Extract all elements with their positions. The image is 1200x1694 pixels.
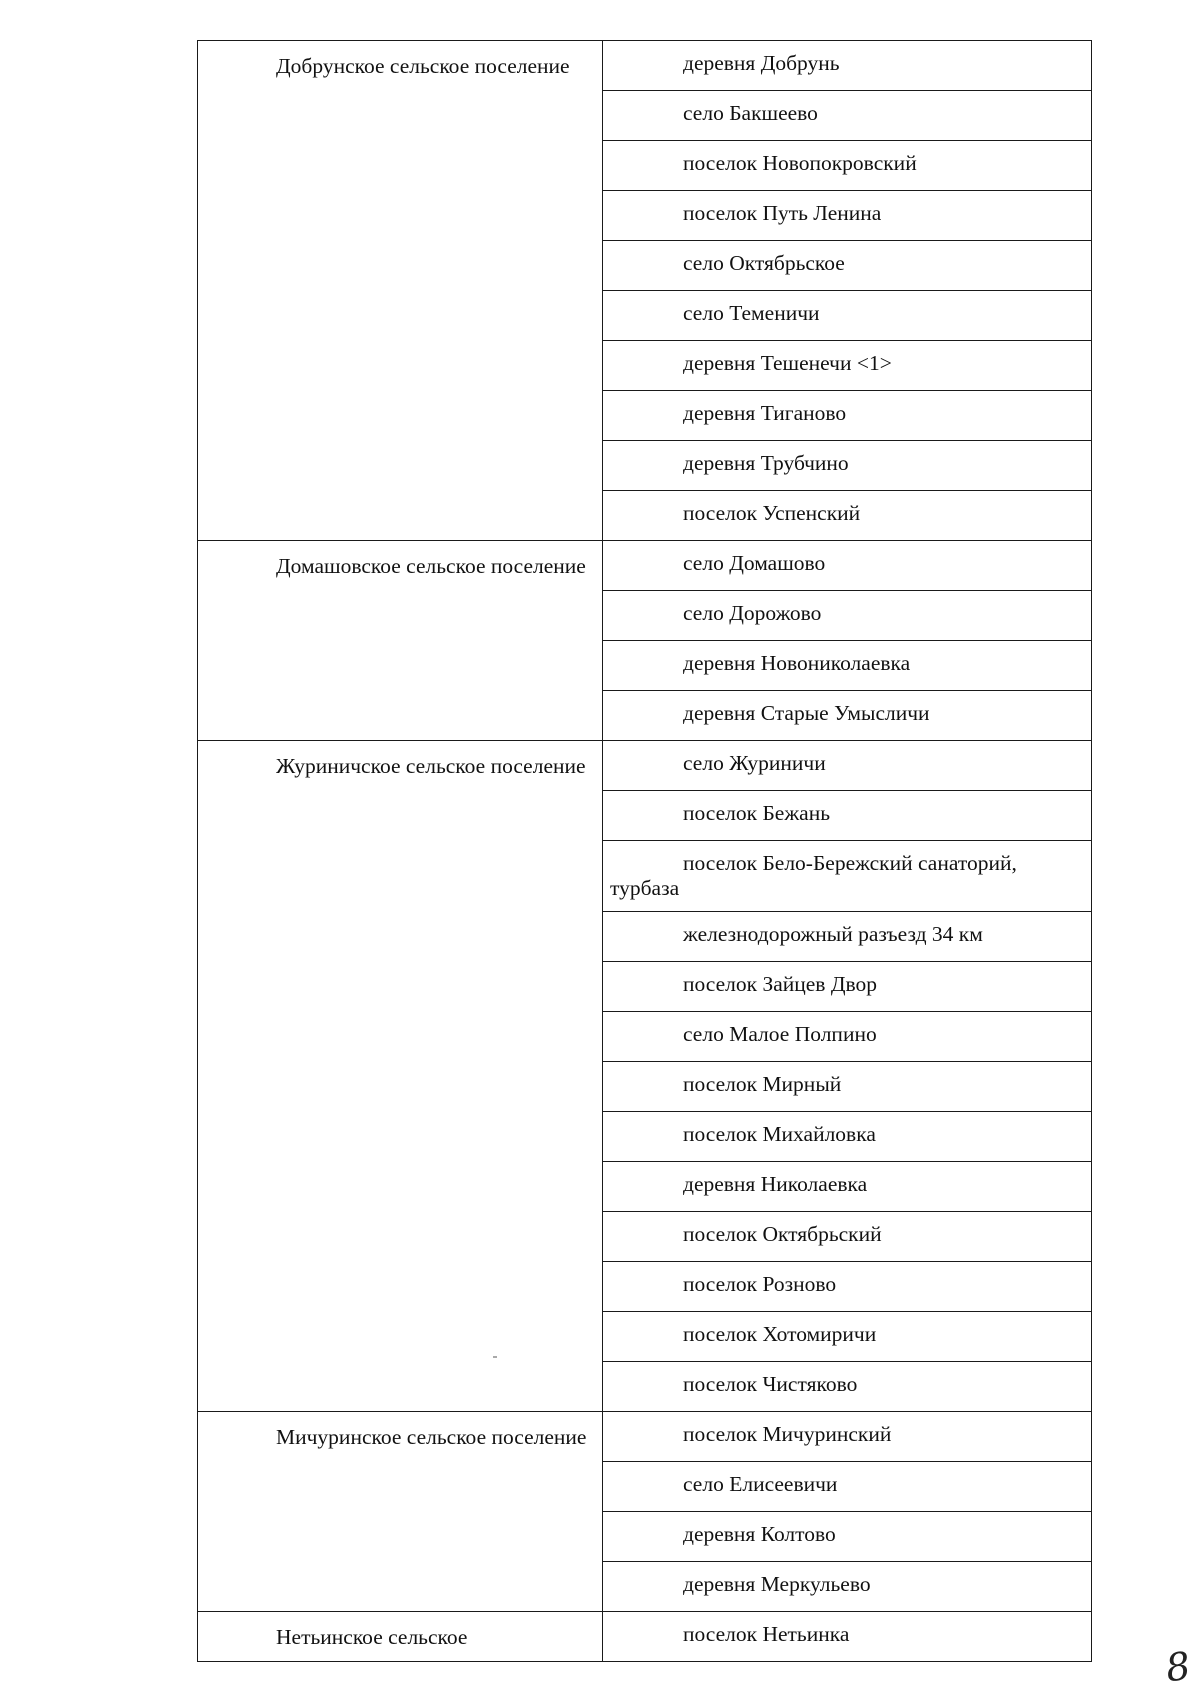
locality-name: деревня Добрунь (683, 51, 840, 75)
locality-cell (603, 1012, 1092, 1062)
locality-name: железнодорожный разъезд 34 км (683, 922, 983, 946)
locality-cell (603, 691, 1092, 741)
locality-cell (603, 1612, 1092, 1662)
locality-cell (603, 191, 1092, 241)
locality-name: поселок Новопокровский (683, 151, 917, 175)
locality-cell (603, 441, 1092, 491)
table-row (198, 1612, 1092, 1662)
settlement-name: Журиничское сельское поселение (276, 754, 586, 778)
settlement-cell (198, 741, 603, 1412)
locality-name: поселок Михайловка (683, 1122, 876, 1146)
locality-name: поселок Чистяково (683, 1372, 858, 1396)
locality-name: поселок Бежань (683, 801, 831, 825)
locality-cell (603, 1062, 1092, 1112)
locality-name: село Малое Полпино (683, 1022, 877, 1046)
locality-name: поселок Зайцев Двор (683, 972, 878, 996)
locality-name: село Елисеевичи (683, 1472, 838, 1496)
locality-name: село Домашово (683, 551, 826, 575)
locality-name: село Журиничи (683, 751, 826, 775)
settlements-table-body (198, 41, 1092, 1662)
settlement-cell (198, 41, 603, 541)
locality-cell (603, 491, 1092, 541)
locality-cell (603, 1112, 1092, 1162)
settlement-cell (198, 541, 603, 741)
locality-name: деревня Меркульево (683, 1572, 871, 1596)
locality-name: село Октябрьское (683, 251, 845, 275)
locality-cell (603, 841, 1092, 912)
page-number: 8 (1163, 1643, 1194, 1691)
locality-name: поселок Мичуринский (683, 1422, 892, 1446)
locality-cell (603, 41, 1092, 91)
table-row (198, 741, 1092, 791)
locality-cell (603, 1162, 1092, 1212)
locality-cell (603, 241, 1092, 291)
locality-name: село Дорожово (683, 601, 822, 625)
locality-cell (603, 1262, 1092, 1312)
locality-cell (603, 962, 1092, 1012)
settlements-table (197, 40, 1092, 1662)
locality-cell (603, 541, 1092, 591)
locality-cell (603, 391, 1092, 441)
settlement-name: Нетьинское сельское (276, 1625, 468, 1649)
settlement-name: Добрунское сельское поселение (276, 54, 570, 78)
locality-name: поселок Нетьинка (683, 1622, 850, 1646)
locality-cell (603, 1362, 1092, 1412)
locality-name: поселок Хотомиричи (683, 1322, 877, 1346)
table-row (198, 1412, 1092, 1462)
locality-name: поселок Розново (683, 1272, 837, 1296)
locality-name: поселок Мирный (683, 1072, 842, 1096)
settlement-cell (198, 1412, 603, 1612)
locality-cell (603, 91, 1092, 141)
locality-cell (603, 1212, 1092, 1262)
locality-name: поселок Успенский (683, 501, 861, 525)
settlement-name: Домашовское сельское поселение (276, 554, 586, 578)
locality-name: деревня Николаевка (683, 1172, 868, 1196)
locality-cell (603, 1512, 1092, 1562)
table-row (198, 41, 1092, 91)
locality-cell (603, 1412, 1092, 1462)
locality-cell (603, 591, 1092, 641)
locality-cell (603, 641, 1092, 691)
locality-cell (603, 341, 1092, 391)
locality-cell (603, 912, 1092, 962)
locality-name: деревня Новониколаевка (683, 651, 911, 675)
locality-name: деревня Тиганово (683, 401, 847, 425)
locality-name: деревня Колтово (683, 1522, 836, 1546)
locality-name: поселок Путь Ленина (683, 201, 882, 225)
locality-cell (603, 141, 1092, 191)
locality-name: село Теменичи (683, 301, 820, 325)
table-row (198, 541, 1092, 591)
settlement-cell (198, 1612, 603, 1662)
locality-cell (603, 1312, 1092, 1362)
scan-speck (493, 1356, 497, 1358)
locality-name: поселок Октябрьский (683, 1222, 882, 1246)
settlement-name: Мичуринское сельское поселение (276, 1425, 587, 1449)
locality-cell (603, 741, 1092, 791)
locality-cell (603, 791, 1092, 841)
locality-name: деревня Тешенечи <1> (683, 351, 892, 375)
locality-name: село Бакшеево (683, 101, 818, 125)
locality-name: поселок Бело-Бережский санаторий, турбаза (610, 851, 1017, 900)
locality-cell (603, 291, 1092, 341)
locality-name: деревня Старые Умысличи (683, 701, 930, 725)
locality-cell (603, 1462, 1092, 1512)
locality-cell (603, 1562, 1092, 1612)
locality-name: деревня Трубчино (683, 451, 849, 475)
